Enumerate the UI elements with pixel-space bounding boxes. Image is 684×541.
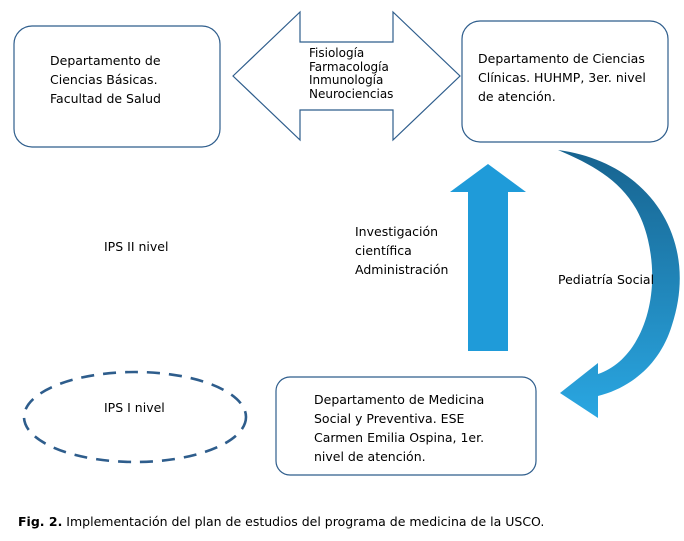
subject-immunology: Inmunología — [309, 73, 384, 87]
curved-arrow-label: Pediatría Social — [558, 272, 655, 287]
ips-1-label: IPS I nivel — [104, 400, 165, 415]
subject-physiology: Fisiología — [309, 46, 365, 60]
up-arrow-label: Investigación científica Administración — [355, 224, 449, 277]
clinical-sciences-label: Departamento de Ciencias Clínicas. HUHMP, 3er. nivel de atención. — [478, 51, 646, 104]
subject-pharmacology: Farmacología — [309, 59, 389, 74]
figure-caption-prefix: Fig. 2. — [18, 514, 63, 529]
ips-2-label: IPS II nivel — [104, 239, 169, 254]
subject-neurosciences: Neurociencias — [309, 86, 394, 101]
figure-caption-text: Implementación del plan de estudios del programa de medicina de la USCO. — [62, 514, 545, 529]
social-medicine-label: Departamento de Medicina Social y Preventiva. ESE Carmen Emilia Ospina, 1er. nivel de atención. — [314, 392, 485, 464]
ips-1-ellipse — [24, 372, 246, 462]
figure-caption — [18, 513, 544, 531]
basic-sciences-label: Departamento de Ciencias Básicas. Facultad de Salud — [50, 53, 161, 106]
double-arrow-subjects — [309, 47, 393, 101]
